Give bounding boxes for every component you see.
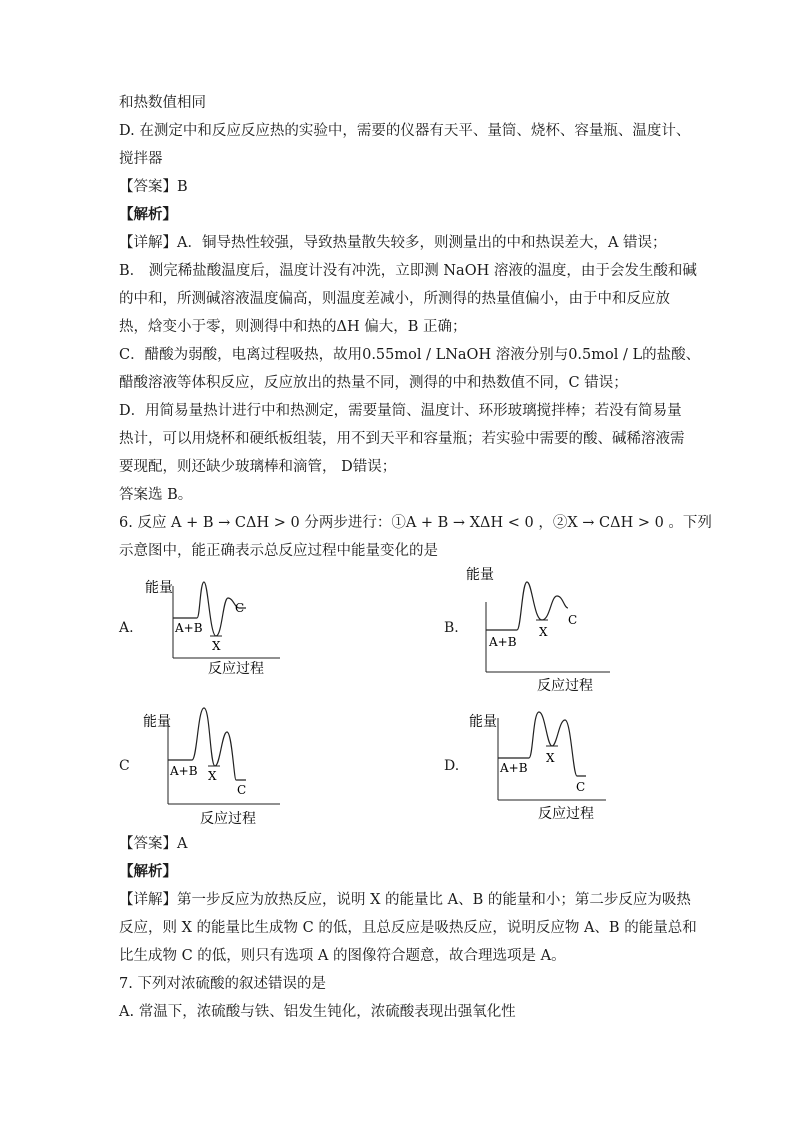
text-line: 热，焓变小于零，则测得中和热的ΔH 偏大，B 正确； xyxy=(119,319,467,335)
text-line: 和热数值相同 xyxy=(119,95,206,111)
product-label: C xyxy=(235,601,245,615)
intermediate-label: X xyxy=(212,639,221,653)
question-6-stem: 示意图中，能正确表示总反应过程中能量变化的是 xyxy=(119,543,438,559)
energy-diagram-a xyxy=(140,572,290,684)
text-line: D．用简易量热计进行中和热测定，需要量筒、温度计、环形玻璃搅拌棒；若没有简易量 xyxy=(119,403,682,419)
answer-label: 【答案】A xyxy=(119,836,188,852)
option-d-label: D. xyxy=(444,758,460,774)
text-line: 比生成物 C 的低，则只有选项 A 的图像符合题意，故合理选项是 A。 xyxy=(119,948,566,964)
text-line: B． 测完稀盐酸温度后，温度计没有冲洗，立即测 NaOH 溶液的温度，由于会发生酸和碱 xyxy=(119,263,697,279)
energy-diagram-b xyxy=(460,562,620,694)
text-line: 的中和，所测碱溶液温度偏高，则温度差减小，所测得的热量值偏小，由于中和反应放 xyxy=(119,291,670,307)
intermediate-label: X xyxy=(539,625,548,639)
reactant-label: A+B xyxy=(170,764,198,778)
text-line: C．醋酸为弱酸，电离过程吸热，故用0.55mol / LNaOH 溶液分别与0.5mol / L的盐酸、 xyxy=(119,347,701,363)
reactant-label: A+B xyxy=(500,761,528,775)
text-line: 醋酸溶液等体积反应，反应放出的热量不同，测得的中和热数值不同，C 错误； xyxy=(119,375,628,391)
y-axis-label: 能量 xyxy=(143,714,171,730)
x-axis-label: 反应过程 xyxy=(537,678,593,694)
y-axis-label-top: 能量 xyxy=(466,567,494,583)
analysis-heading: 【解析】 xyxy=(119,863,177,880)
x-axis-label: 反应过程 xyxy=(208,661,264,677)
text-line: 要现配，则还缺少玻璃棒和滴管， D错误； xyxy=(119,459,397,475)
option-b-label: B. xyxy=(444,620,459,636)
text-line: D. 在测定中和反应反应热的实验中，需要的仪器有天平、量筒、烧杯、容量瓶、温度计、 xyxy=(119,123,691,139)
energy-diagram-c xyxy=(140,704,290,828)
y-axis-label: 能量 xyxy=(145,580,173,596)
y-axis-label: 能量 xyxy=(469,714,497,730)
text-line: 反应，则 X 的能量比生成物 C 的低，且总反应是吸热反应，说明反应物 A、B 的能量总和 xyxy=(119,920,697,936)
energy-diagram-d xyxy=(466,708,616,828)
x-axis-label: 反应过程 xyxy=(200,811,256,827)
text-line: 【详解】第一步反应为放热反应，说明 X 的能量比 A、B 的能量和小；第二步反应为吸热 xyxy=(119,892,691,908)
text-line: 答案选 B。 xyxy=(119,487,193,503)
x-axis-label: 反应过程 xyxy=(538,806,594,822)
option-c-label: C xyxy=(119,758,130,774)
intermediate-label: X xyxy=(546,751,555,765)
question-7-option-a: A. 常温下，浓硫酸与铁、铝发生钝化，浓硫酸表现出强氧化性 xyxy=(119,1004,516,1020)
question-6-stem: 6. 反应 A + B → CΔH > 0 分两步进行：①A + B → XΔH < 0 ，②X → CΔH > 0 。下列 xyxy=(119,515,712,531)
text-line: 热计，可以用烧杯和硬纸板组装，用不到天平和容量瓶；若实验中需要的酸、碱稀溶液需 xyxy=(119,431,685,447)
answer-label: 【答案】B xyxy=(119,179,188,195)
product-label: C xyxy=(568,613,578,627)
text-line: 【详解】A．铜导热性较强，导致热量散失较多，则测量出的中和热误差大，A 错误； xyxy=(119,235,667,251)
option-a-label: A. xyxy=(119,620,134,636)
text-line: 搅拌器 xyxy=(119,151,163,167)
product-label: C xyxy=(237,783,247,797)
product-label: C xyxy=(576,780,586,794)
question-7-stem: 7. 下列对浓硫酸的叙述错误的是 xyxy=(119,976,326,992)
intermediate-label: X xyxy=(208,769,217,783)
reactant-label: A+B xyxy=(175,621,203,635)
analysis-heading: 【解析】 xyxy=(119,206,177,223)
reactant-label: A+B xyxy=(489,635,517,649)
